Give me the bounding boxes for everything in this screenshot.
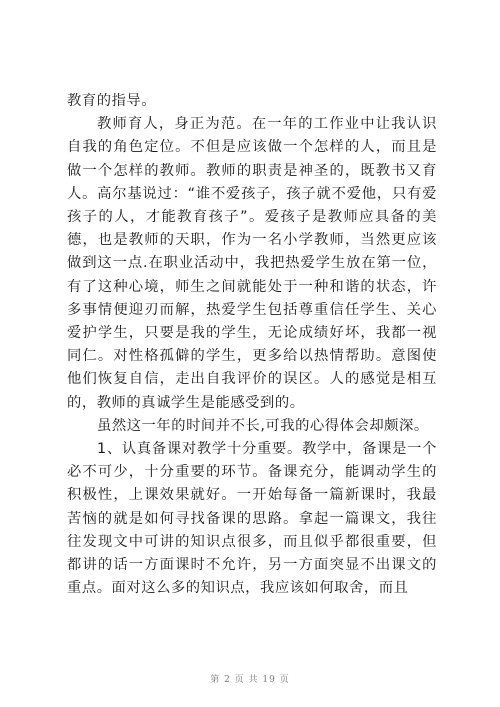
page-number-footer: 第 2 页 共 19 页 [210,675,290,685]
paragraph-continuation: 教育的指导。 [67,93,157,109]
paragraph-lesson-prep: 1、认真备课对教学十分重要。教学中，备课是一个必不可少，十分重要的环节。备课充分，能调动学生的积极性，上课效果就好。一开始每备一篇新课时，我最苦恼的就是如何寻找备课的思路。拿起一篇课文，我往往发现文中可讲的知识点很多，而且似乎都很重要，但都讲的话一方面课时不允许，另一方面突显不出课文的重点。面对这么多的知识点，我应该如何取舍，而且 [67,441,437,597]
paragraph-teacher-role: 教师育人，身正为范。在一年的工作业中让我认识自我的角色定位。不但是应该做一个怎样的人，而且是做一个怎样的教师。教师的职责是神圣的，既教书又育人。高尔基说过：“谁不爱孩子，孩子就不爱他，只有爱孩子的人，才能教育孩子”。爱孩子是教师应具备的美德，也是教师的天职，作为一名小学教师，当然更应该做到这一点.在职业活动中，我把热爱学生放在第一位，有了这种心境，师生之间就能处于一种和谐的状态，许多事情便迎刃而解，热爱学生包括尊重信任学生、关心爱护学生，只要是我的学生，无论成绩好坏，我都一视同仁。对性格孤僻的学生，更多给以热情帮助。意图使他们恢复自信，走出自我评价的误区。人的感觉是相互的，教师的真诚学生是能感受到的。 [67,116,437,411]
document-body [67,90,437,600]
paragraph-reflection: 虽然这一年的时间并不长,可我的心得体会却颇深。 [97,417,429,434]
